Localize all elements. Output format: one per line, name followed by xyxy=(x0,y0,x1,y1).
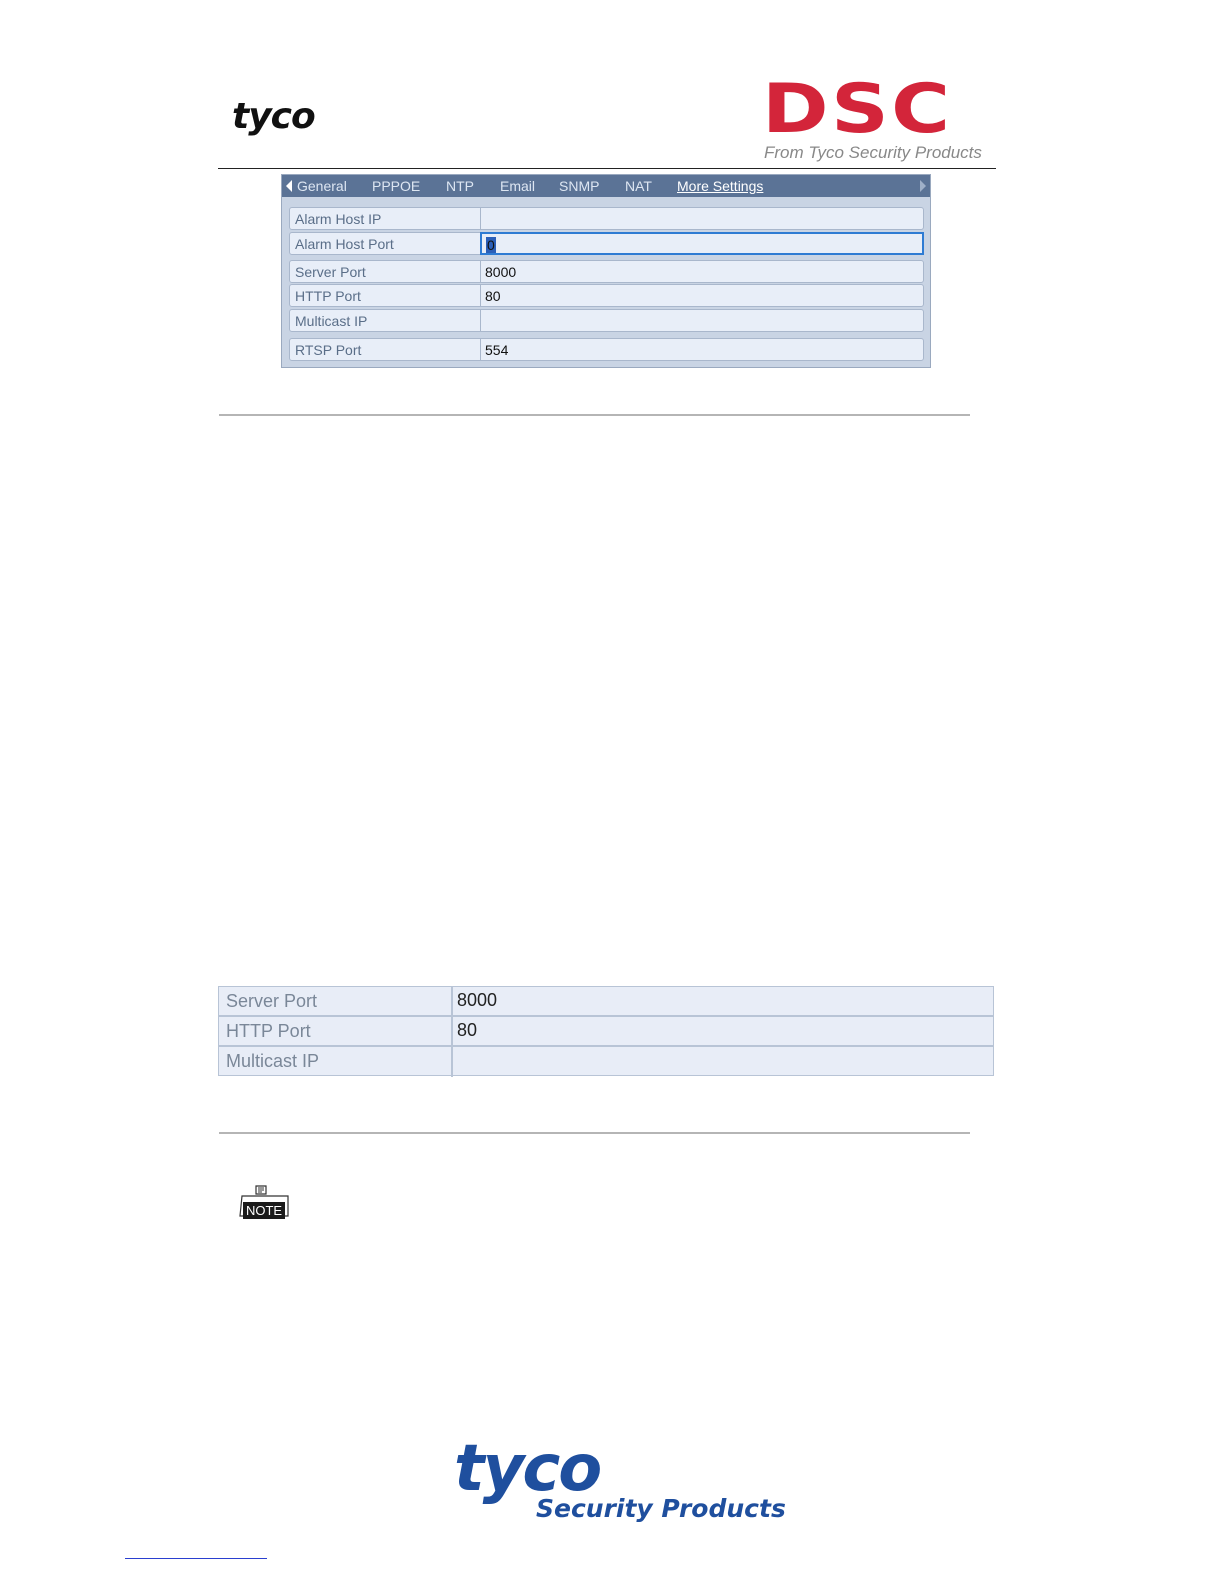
tyco-header-logo: tyco xyxy=(232,96,315,137)
multicast-ip-label: Multicast IP xyxy=(226,1051,320,1071)
tab-email[interactable]: Email xyxy=(500,178,536,194)
tyco-footer-logo: tyco xyxy=(454,1432,601,1506)
server-port-label: Server Port xyxy=(226,991,318,1011)
tab-nat[interactable]: NAT xyxy=(625,178,652,194)
section-divider-2 xyxy=(219,1132,970,1134)
http-port-value: 80 xyxy=(485,288,501,304)
alarm-host-port-field[interactable] xyxy=(480,232,924,255)
alarm-host-ip-label: Alarm Host IP xyxy=(295,211,382,227)
http-port-field[interactable] xyxy=(480,285,923,306)
alarm-host-ip-field[interactable] xyxy=(480,208,923,229)
row-alarm-host-port xyxy=(289,232,924,255)
tyco-footer-subtitle: Security Products xyxy=(536,1494,786,1523)
rtsp-port-label: RTSP Port xyxy=(295,342,362,358)
row-rtsp-port xyxy=(289,338,924,361)
http-port-label: HTTP Port xyxy=(226,1021,311,1041)
dsc-tagline: From Tyco Security Products xyxy=(764,143,982,162)
table-row xyxy=(219,1017,993,1047)
server-port-cell xyxy=(451,987,993,1015)
multicast-ip-cell xyxy=(451,1047,993,1077)
http-port-value: 80 xyxy=(457,1020,478,1040)
table-row xyxy=(219,987,993,1017)
server-port-value: 8000 xyxy=(485,264,517,280)
tab-snmp[interactable]: SNMP xyxy=(559,178,600,194)
tab-general[interactable]: General xyxy=(297,178,347,194)
multicast-ip-label: Multicast IP xyxy=(295,313,368,329)
header-divider xyxy=(218,168,996,169)
server-port-label: Server Port xyxy=(295,264,366,280)
footer-link-underline[interactable] xyxy=(125,1558,267,1559)
dsc-logo: DSC xyxy=(762,70,953,149)
table-row xyxy=(219,1047,993,1077)
tab-bar xyxy=(282,175,930,197)
alarm-host-port-value: 0 xyxy=(487,237,495,253)
row-server-port xyxy=(289,260,924,283)
row-alarm-host-ip xyxy=(289,207,924,230)
alarm-host-port-label: Alarm Host Port xyxy=(295,236,394,252)
tab-scroll-right-icon[interactable] xyxy=(920,180,926,192)
note-icon xyxy=(238,1184,290,1228)
tab-ntp[interactable]: NTP xyxy=(446,178,474,194)
row-http-port xyxy=(289,284,924,307)
tab-scroll-left-icon[interactable] xyxy=(286,180,292,192)
row-multicast-ip xyxy=(289,309,924,332)
http-port-cell xyxy=(451,1017,993,1045)
rtsp-port-field[interactable] xyxy=(480,339,923,360)
section-divider-1 xyxy=(219,414,970,416)
multicast-ip-field[interactable] xyxy=(480,310,923,331)
http-port-label: HTTP Port xyxy=(295,288,361,304)
tab-pppoe[interactable]: PPPOE xyxy=(372,178,421,194)
port-table xyxy=(218,986,994,1076)
server-port-field[interactable] xyxy=(480,261,923,282)
network-settings-panel xyxy=(281,174,931,368)
rtsp-port-value: 554 xyxy=(485,342,509,358)
note-icon-label: NOTE xyxy=(245,1203,283,1218)
tab-more-settings[interactable]: More Settings xyxy=(677,178,764,194)
server-port-value: 8000 xyxy=(457,990,498,1010)
